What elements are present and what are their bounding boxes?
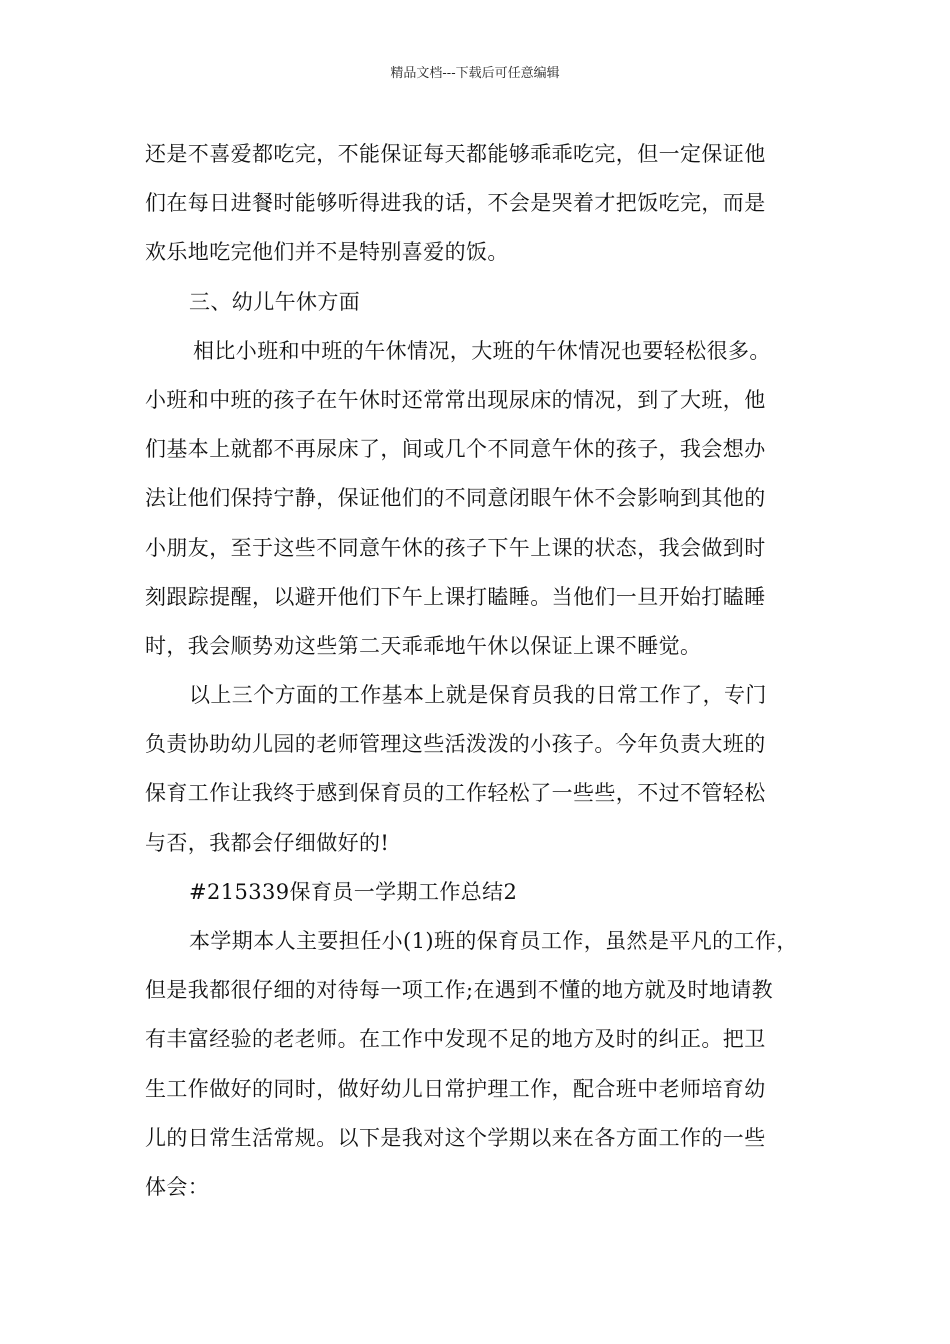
- text-line: 小班和中班的孩子在午休时还常常出现尿床的情况，到了大班，他: [145, 387, 766, 412]
- paragraph-start: 本学期本人主要担任小(1)班的保育员工作，虽然是平凡的工作，: [189, 929, 798, 953]
- document-body: [145, 130, 810, 1212]
- text-line: 小朋友，至于这些不同意午休的孩子下午上课的状态，我会做到时: [145, 535, 766, 560]
- text-line: 与否，我都会仔细做好的!: [145, 830, 390, 855]
- paragraph-start: 相比小班和中班的午休情况，大班的午休情况也要轻松很多。: [193, 338, 771, 363]
- text-line: 儿的日常生活常规。以下是我对这个学期以来在各方面工作的一些: [145, 1125, 766, 1150]
- text-line: 生工作做好的同时，做好幼儿日常护理工作，配合班中老师培育幼: [145, 1076, 766, 1101]
- section-heading: 三、幼儿午休方面: [189, 289, 361, 314]
- section-title: #215339保育员一学期工作总结2: [189, 879, 518, 904]
- text-line: 刻跟踪提醒，以避开他们下午上课打瞌睡。当他们一旦开始打瞌睡: [145, 584, 766, 609]
- text-line: 欢乐地吃完他们并不是特别喜爱的饭。: [145, 240, 509, 265]
- text-line: 们基本上就都不再尿床了，间或几个不同意午休的孩子，我会想办: [145, 437, 766, 462]
- text-line: 法让他们保持宁静，保证他们的不同意闭眼午休不会影响到其他的: [145, 486, 766, 511]
- text-line: 时，我会顺势劝这些第二天乖乖地午休以保证上课不睡觉。: [145, 633, 702, 658]
- text-line: 们在每日进餐时能够听得进我的话，不会是哭着才把饭吃完，而是: [145, 191, 766, 216]
- paragraph-start: 以上三个方面的工作基本上就是保育员我的日常工作了，专门: [189, 683, 767, 708]
- page-header: 精品文档---下载后可任意编辑: [390, 66, 560, 81]
- text-line: 体会：: [145, 1174, 210, 1199]
- text-line: 有丰富经验的老老师。在工作中发现不足的地方及时的纠正。把卫: [145, 1027, 766, 1052]
- text-line: 但是我都很仔细的对待每一项工作;在遇到不懂的地方就及时地请教: [145, 978, 774, 1003]
- text-line: 保育工作让我终于感到保育员的工作轻松了一些些，不过不管轻松: [145, 781, 766, 806]
- text-line: 负责协助幼儿园的老师管理这些活泼泼的小孩子。今年负责大班的: [145, 732, 766, 757]
- text-line: 还是不喜爱都吃完，不能保证每天都能够乖乖吃完，但一定保证他: [145, 142, 766, 166]
